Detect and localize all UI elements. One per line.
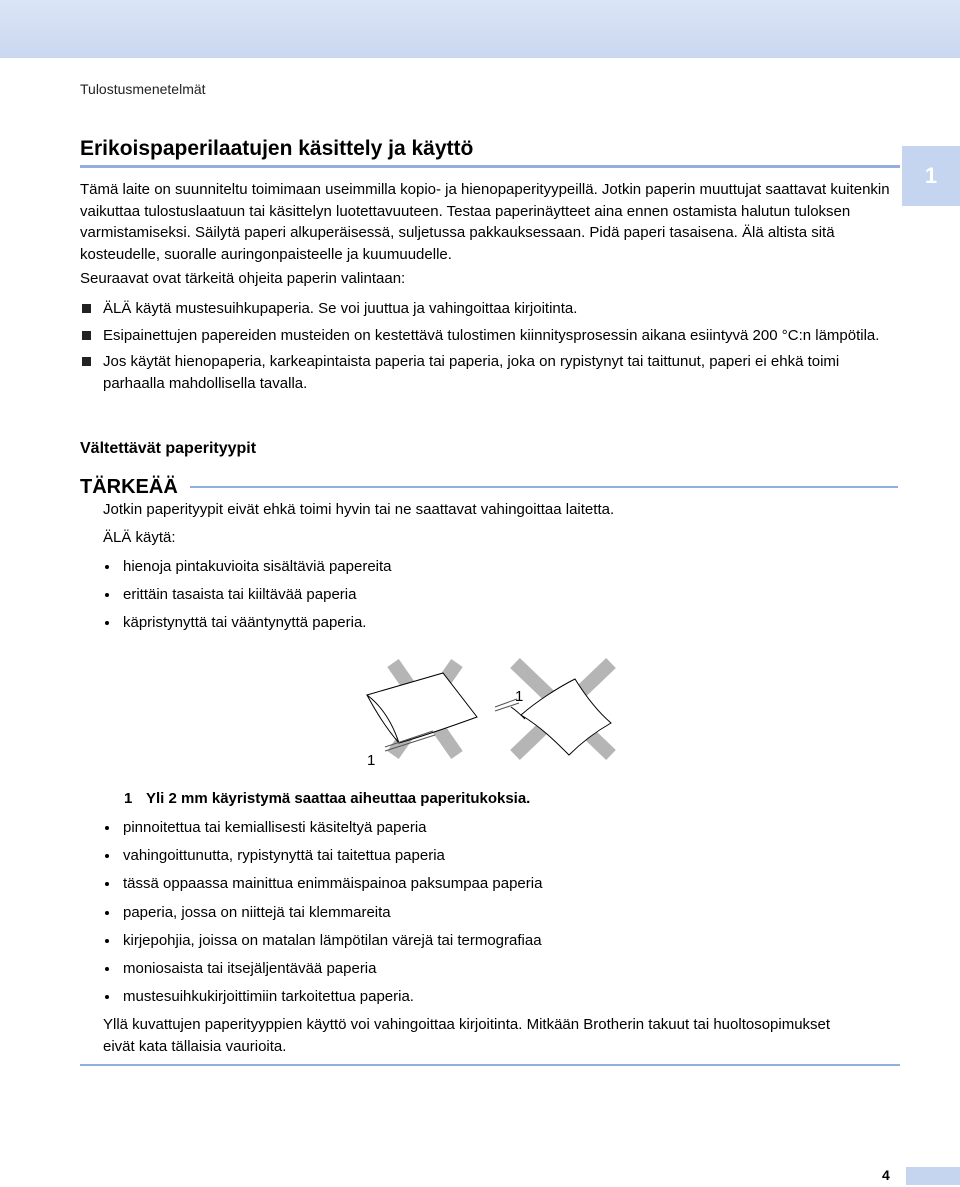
title-rule xyxy=(80,165,900,168)
list-item-text: käpristynyttä tai vääntynyttä paperia. xyxy=(123,614,367,632)
list-item xyxy=(103,846,893,874)
list-item xyxy=(103,903,893,931)
list-item xyxy=(103,874,893,902)
square-bullet-icon xyxy=(82,304,91,313)
bullet-icon xyxy=(105,565,109,569)
note-text: Yli 2 mm käyristymä saattaa aiheuttaa paperitukoksia. xyxy=(146,790,531,807)
guideline-item xyxy=(80,325,900,347)
list-item xyxy=(103,557,893,585)
guideline-text: Jos käytät hienopaperia, karkeapintaista paperia tai paperia, joka on rypistynyt tai taittunut, paperi ei ehkä toimi parhaalla mahdollisella tavalla. xyxy=(103,353,840,392)
bottom-rule xyxy=(80,1064,900,1066)
list-item xyxy=(103,818,893,846)
list-item-text: pinnoitettua tai kemiallisesti käsiteltyä paperia xyxy=(123,819,427,836)
list-item xyxy=(103,931,893,959)
top-band xyxy=(0,0,960,58)
bullet-icon xyxy=(105,911,109,915)
guideline-text: ÄLÄ käytä mustesuihkupaperia. Se voi juuttua ja vahingoittaa kirjoitinta. xyxy=(103,300,578,317)
list-item-text: tässä oppaassa mainittua enimmäispainoa paksumpaa paperia xyxy=(123,875,543,893)
bullet-icon xyxy=(105,882,109,886)
avoid-list-a xyxy=(103,557,893,642)
bullet-icon xyxy=(105,854,109,858)
curled-paper-figure xyxy=(345,655,625,775)
list-item-text: hienoja pintakuvioita sisältäviä papereita xyxy=(123,558,392,575)
guidelines-list xyxy=(80,298,900,399)
guideline-text: Esipainettujen papereiden musteiden on kestettävä tulostimen kiinnitysprosessin aikana esiintyvä 200 °C:n lämpötila. xyxy=(103,326,880,344)
list-item xyxy=(103,585,893,613)
guidelines-lead: Seuraavat ovat tärkeitä ohjeita paperin valintaan: xyxy=(80,270,406,287)
bullet-icon xyxy=(105,939,109,943)
avoid-list-b xyxy=(103,818,893,1015)
list-item-text: vahingoittunutta, rypistynyttä tai taitettua paperia xyxy=(123,847,445,865)
list-item xyxy=(103,613,893,641)
figure-label-right: 1 xyxy=(515,688,524,705)
square-bullet-icon xyxy=(82,357,91,366)
list-item-text: mustesuihkukirjoittimiin tarkoitettua paperia. xyxy=(123,988,414,1006)
square-bullet-icon xyxy=(82,331,91,340)
closing-paragraph: Yllä kuvattujen paperityyppien käyttö voi vahingoittaa kirjoitinta. Mitkään Brotherin takuut tai huoltosopimukset eivät kata tällaisia vaurioita. xyxy=(103,1016,831,1055)
bullet-icon xyxy=(105,621,109,625)
list-item-text: paperia, jossa on niittejä tai klemmareita xyxy=(123,903,391,921)
important-heading: TÄRKEÄÄ xyxy=(80,476,178,498)
chapter-tab: 1 xyxy=(902,146,960,206)
bullet-icon xyxy=(105,967,109,971)
list-item xyxy=(103,959,893,987)
list-item-text: moniosaista tai itsejäljentävää paperia xyxy=(123,959,377,977)
page-tab xyxy=(906,1167,960,1185)
guideline-item xyxy=(80,351,900,394)
list-item xyxy=(103,987,893,1015)
do-not-use-line: ÄLÄ käytä: xyxy=(103,529,176,546)
note-number: 1 xyxy=(124,790,133,807)
important-line: Jotkin paperityypit eivät ehkä toimi hyvin tai ne saattavat vahingoittaa laitetta. xyxy=(103,501,615,518)
guideline-item xyxy=(80,298,900,320)
page-number: 4 xyxy=(882,1167,890,1183)
figure-label-left: 1 xyxy=(367,752,376,769)
list-item-text: erittäin tasaista tai kiiltävää paperia xyxy=(123,586,357,604)
subsection-title: Vältettävät paperityypit xyxy=(80,440,257,457)
bullet-icon xyxy=(105,995,109,999)
page-title: Erikoispaperilaatujen käsittely ja käyttö xyxy=(80,137,474,160)
bullet-icon xyxy=(105,826,109,830)
figure-note xyxy=(124,790,530,807)
intro-paragraph: Tämä laite on suunniteltu toimimaan useimmilla kopio- ja hienopaperityypeillä. Jotkin paperin muuttujat saattavat kuitenkin vaikuttaa tulostuslaatuun tai käsittelyn luotettavuuteen. Testaa paperinäytteet aina ennen ostamista halutun tuloksen varmistamiseksi. Säilytä paperi alkuperäisessä, suljetussa pakkauksessaan. Pidä paperi tasaisena. Älä altista sitä kosteudelle, suoralle auringonpaisteelle ja kuumuudelle. xyxy=(80,181,890,263)
running-header: Tulostusmenetelmät xyxy=(80,81,206,97)
curled-sheet-left-icon xyxy=(367,673,477,743)
important-rule xyxy=(190,486,898,488)
bullet-icon xyxy=(105,593,109,597)
list-item-text: kirjepohjia, joissa on matalan lämpötilan värejä tai termografiaa xyxy=(123,931,542,949)
